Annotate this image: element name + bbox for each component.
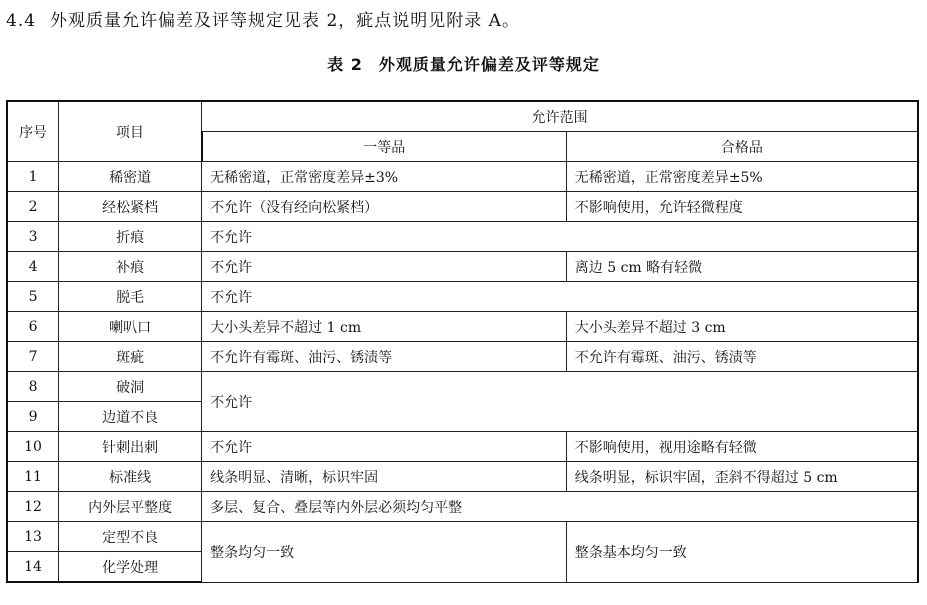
table-row bbox=[7, 282, 918, 312]
row-requirement-both-grades: 不允许 bbox=[202, 282, 918, 312]
row-item: 边道不良 bbox=[59, 402, 202, 432]
table-row bbox=[7, 162, 918, 192]
table-row bbox=[7, 222, 918, 252]
row-seq: 9 bbox=[7, 402, 59, 432]
row-first-grade: 不允许（没有经向松紧档） bbox=[202, 192, 567, 222]
row-seq: 4 bbox=[7, 252, 59, 282]
table-row bbox=[7, 342, 918, 372]
quality-tolerance-table bbox=[6, 100, 919, 583]
table-row bbox=[7, 432, 918, 462]
row-seq: 12 bbox=[7, 492, 59, 522]
row-qualified-grade: 不影响使用，允许轻微程度 bbox=[566, 192, 918, 222]
row-qualified-grade: 线条明显，标识牢固，歪斜不得超过 5 cm bbox=[566, 462, 918, 492]
row-first-grade: 线条明显、清晰，标识牢固 bbox=[202, 462, 567, 492]
row-item: 针刺出刺 bbox=[59, 432, 202, 462]
header-grade-qualified: 合格品 bbox=[566, 132, 918, 162]
table-row bbox=[7, 312, 918, 342]
row-seq: 3 bbox=[7, 222, 59, 252]
row-requirement-both-grades: 多层、复合、叠层等内外层必须均匀平整 bbox=[202, 492, 918, 522]
row-item: 破洞 bbox=[59, 372, 202, 402]
row-requirement-both-grades: 不允许 bbox=[202, 222, 918, 252]
header-grade-first: 一等品 bbox=[202, 132, 567, 162]
row-first-grade: 大小头差异不超过 1 cm bbox=[202, 312, 567, 342]
row-first-grade: 无稀密道，正常密度差异±3% bbox=[202, 162, 567, 192]
row-seq: 10 bbox=[7, 432, 59, 462]
row-item: 内外层平整度 bbox=[59, 492, 202, 522]
row-item: 喇叭口 bbox=[59, 312, 202, 342]
row-seq: 1 bbox=[7, 162, 59, 192]
row-qualified-grade: 不影响使用，视用途略有轻微 bbox=[566, 432, 918, 462]
table-row bbox=[7, 492, 918, 522]
table-row bbox=[7, 372, 918, 402]
row-item: 标准线 bbox=[59, 462, 202, 492]
row-item: 折痕 bbox=[59, 222, 202, 252]
table-row bbox=[7, 522, 918, 552]
row-seq: 6 bbox=[7, 312, 59, 342]
row-item: 斑疵 bbox=[59, 342, 202, 372]
header-item: 项目 bbox=[59, 101, 202, 162]
row-seq: 8 bbox=[7, 372, 59, 402]
row-first-grade: 不允许 bbox=[202, 252, 567, 282]
table-caption bbox=[0, 52, 927, 75]
row-first-grade: 不允许 bbox=[202, 432, 567, 462]
merged-requirement-rows-8-9: 不允许 bbox=[202, 372, 918, 432]
header-row-top bbox=[7, 101, 918, 132]
row-seq: 2 bbox=[7, 192, 59, 222]
row-item: 经松紧档 bbox=[59, 192, 202, 222]
table-row bbox=[7, 192, 918, 222]
row-item: 脱毛 bbox=[59, 282, 202, 312]
row-seq: 13 bbox=[7, 522, 59, 552]
row-item: 稀密道 bbox=[59, 162, 202, 192]
table-title: 外观质量允许偏差及评等规定 bbox=[378, 55, 600, 74]
table-number: 表 2 bbox=[327, 55, 363, 74]
section-number: 4.4 bbox=[6, 11, 37, 31]
merged-first-grade-rows-13-14: 整条均匀一致 bbox=[202, 522, 567, 583]
merged-qualified-grade-rows-13-14: 整条基本均匀一致 bbox=[566, 522, 918, 583]
row-seq: 11 bbox=[7, 462, 59, 492]
header-seq: 序号 bbox=[7, 101, 59, 162]
table-row bbox=[7, 252, 918, 282]
table-row bbox=[7, 462, 918, 492]
row-qualified-grade: 无稀密道，正常密度差异±5% bbox=[566, 162, 918, 192]
row-item: 定型不良 bbox=[59, 522, 202, 552]
row-item: 补痕 bbox=[59, 252, 202, 282]
row-qualified-grade: 离边 5 cm 略有轻微 bbox=[566, 252, 918, 282]
row-seq: 5 bbox=[7, 282, 59, 312]
intro-text: 外观质量允许偏差及评等规定见表 2，疵点说明见附录 A。 bbox=[50, 11, 520, 31]
row-seq: 14 bbox=[7, 552, 59, 583]
row-item: 化学处理 bbox=[59, 552, 202, 583]
row-first-grade: 不允许有霉斑、油污、锈渍等 bbox=[202, 342, 567, 372]
header-allowed-range: 允许范围 bbox=[202, 101, 918, 132]
row-qualified-grade: 不允许有霉斑、油污、锈渍等 bbox=[566, 342, 918, 372]
intro-paragraph bbox=[6, 6, 520, 31]
row-qualified-grade: 大小头差异不超过 3 cm bbox=[566, 312, 918, 342]
row-seq: 7 bbox=[7, 342, 59, 372]
